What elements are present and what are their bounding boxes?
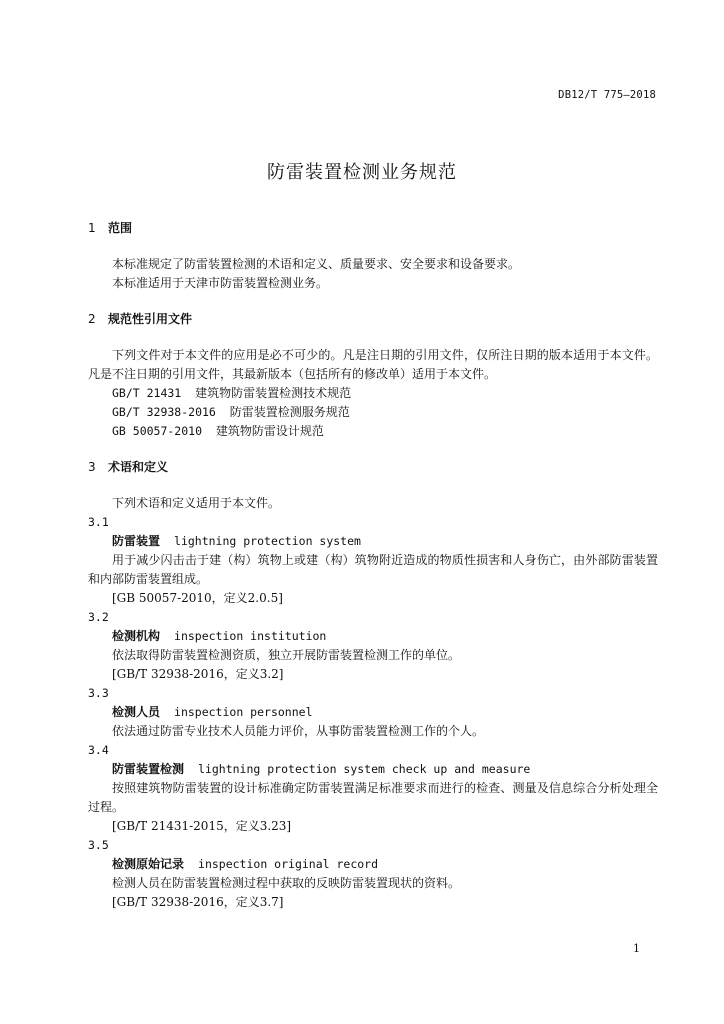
section-number: 3 [88,460,96,474]
reference-code: GB/T 32938-2016 [112,405,216,419]
term-english: lightning protection system [174,534,361,548]
term-chinese: 检测机构 [112,629,161,643]
term-english: lightning protection system check up and measure [198,762,531,776]
term-english: inspection original record [198,857,379,871]
term-definition: 检测人员在防雷装置检测过程中获取的反映防雷装置现状的资料。 [112,876,461,890]
term-english: inspection personnel [174,705,313,719]
reference-title: 建筑物防雷装置检测技术规范 [195,386,352,400]
term-number: 3.5 [88,838,109,852]
term-source: [GB/T 21431-2015，定义3.23] [112,819,292,833]
term-source: [GB/T 32938-2016，定义3.2] [112,667,284,681]
reference-item [88,422,658,441]
term-number: 3.1 [88,515,109,529]
term-entry [88,760,658,779]
section-heading-1 [88,219,658,238]
document-body [88,219,658,912]
term-chinese: 检测人员 [112,705,161,719]
term-english: inspection institution [174,629,327,643]
paragraph: 下列文件对于本文件的应用是必不可少的。凡是注日期的引用文件，仅所注日期的版本适用于本文件。凡是不注日期的引用文件，其最新版本（包括所有的修改单）适用于本文件。 [88,348,658,381]
paragraph: 下列术语和定义适用于本文件。 [112,496,281,510]
standard-code: DB12/T 775—2018 [558,89,656,101]
term-number: 3.4 [88,743,109,757]
term-number: 3.2 [88,610,109,624]
term-entry [88,703,658,722]
section-heading-3 [88,458,658,477]
reference-code: GB/T 21431 [112,386,182,400]
document-title: 防雷装置检测业务规范 [267,162,457,183]
term-definition: 依法取得防雷装置检测资质，独立开展防雷装置检测工作的单位。 [112,648,461,662]
term-entry [88,532,658,551]
section-title: 术语和定义 [108,460,169,474]
term-definition: 依法通过防雷专业技术人员能力评价，从事防雷装置检测工作的个人。 [112,724,485,738]
paragraph: 本标准规定了防雷装置检测的术语和定义、质量要求、安全要求和设备要求。 [112,257,521,271]
reference-title: 建筑物防雷设计规范 [215,424,324,438]
paragraph: 本标准适用于天津市防雷装置检测业务。 [112,276,329,290]
section-title: 范围 [108,221,133,235]
term-chinese: 防雷装置 [112,534,161,548]
term-number: 3.3 [88,686,109,700]
term-definition: 按照建筑物防雷装置的设计标准确定防雷装置满足标准要求而进行的检查、测量及信息综合分析处理全过程。 [88,781,658,814]
section-title: 规范性引用文件 [108,312,193,326]
reference-item [88,384,658,403]
reference-code: GB 50057-2010 [112,424,203,438]
term-chinese: 检测原始记录 [112,857,185,871]
section-number: 2 [88,312,96,326]
reference-title: 防雷装置检测服务规范 [229,405,350,419]
term-chinese: 防雷装置检测 [112,762,185,776]
term-entry [88,627,658,646]
term-source: [GB 50057-2010，定义2.0.5] [112,591,283,605]
term-source: [GB/T 32938-2016，定义3.7] [112,895,284,909]
section-heading-2 [88,310,658,329]
section-number: 1 [88,221,96,235]
reference-item [88,403,658,422]
page-number: 1 [633,942,640,955]
term-entry [88,855,658,874]
term-definition: 用于减少闪击击于建（构）筑物上或建（构）筑物附近造成的物质性损害和人身伤亡，由外部防雷装置和内部防雷装置组成。 [88,553,658,586]
